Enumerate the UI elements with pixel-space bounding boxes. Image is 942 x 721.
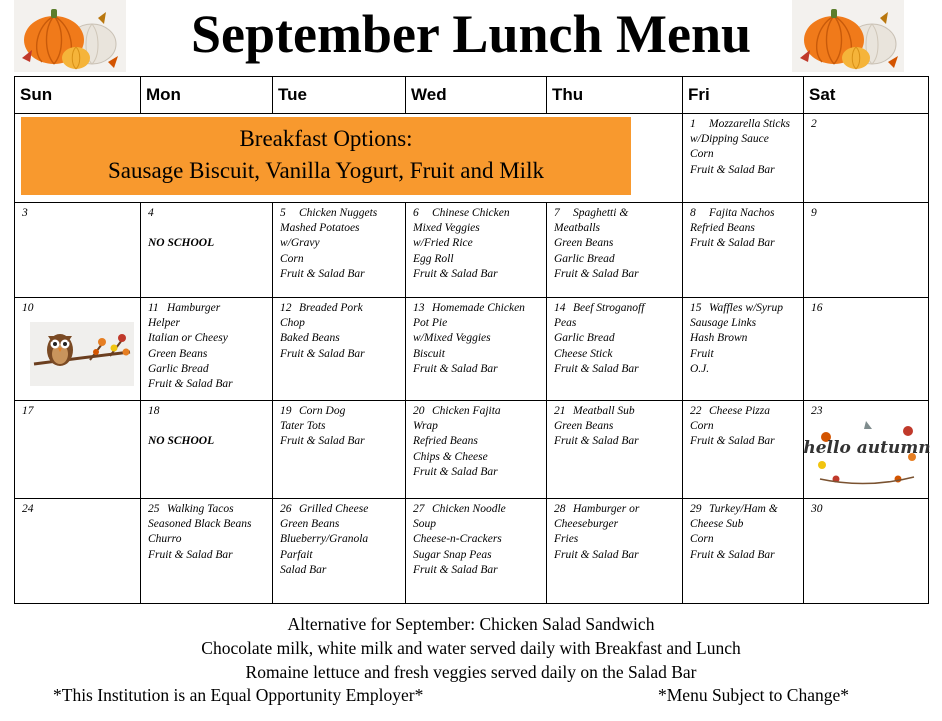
day-cell xyxy=(273,499,406,604)
day-number: 13 xyxy=(413,302,425,314)
menu-item: Corn xyxy=(690,420,714,433)
menu-item: Chicken Noodle xyxy=(432,503,506,515)
menu-item: Meatball Sub xyxy=(573,405,635,417)
menu-item: Waffles w/Syrup xyxy=(709,302,784,314)
breakfast-items: Sausage Biscuit, Vanilla Yogurt, Fruit and Milk xyxy=(108,158,544,183)
breakfast-cell xyxy=(15,114,683,203)
day-cell xyxy=(804,298,929,401)
menu-item: w/Fried Rice xyxy=(413,237,473,250)
menu-item: Cheese Sub xyxy=(690,518,744,531)
day-content xyxy=(683,401,803,450)
menu-item: w/Dipping Sauce xyxy=(690,133,769,146)
day-first-line xyxy=(148,404,268,419)
day-number: 19 xyxy=(280,405,292,417)
menu-item: Corn Dog xyxy=(299,405,346,417)
menu-item: Turkey/Ham & xyxy=(709,503,778,515)
day-cell xyxy=(683,499,804,604)
menu-item: Meatballs xyxy=(554,222,600,235)
weekday-header: Mon xyxy=(141,77,273,114)
day-first-line xyxy=(690,117,799,132)
day-content xyxy=(683,298,803,377)
day-cell xyxy=(406,499,547,604)
menu-item: Fruit & Salad Bar xyxy=(148,548,233,561)
page-title: September Lunch Menu xyxy=(190,4,752,64)
menu-item: Green Beans xyxy=(280,518,340,531)
day-number: 21 xyxy=(554,405,566,417)
weekday-header: Sun xyxy=(15,77,141,114)
day-number: 1 xyxy=(690,118,696,130)
weekday-header: Fri xyxy=(683,77,804,114)
menu-item: Refried Beans xyxy=(690,222,755,235)
day-first-line xyxy=(811,502,924,517)
day-cell xyxy=(804,114,929,203)
day-number: 16 xyxy=(811,302,823,314)
day-number: 18 xyxy=(148,405,160,417)
menu-item: Fruit & Salad Bar xyxy=(554,435,639,448)
day-number: 22 xyxy=(690,405,702,417)
day-content xyxy=(683,499,803,563)
day-cell xyxy=(141,401,273,499)
menu-item: Spaghetti & xyxy=(573,207,629,219)
week-row xyxy=(15,499,929,604)
weekday-header: Sat xyxy=(804,77,929,114)
day-cell xyxy=(547,203,683,298)
day-number: 12 xyxy=(280,302,292,314)
footer-equal-opportunity: *This Institution is an Equal Opportunity Employer* xyxy=(53,685,424,705)
menu-item: Fruit & Salad Bar xyxy=(554,267,639,280)
day-number: 30 xyxy=(811,503,823,515)
day-content xyxy=(15,401,140,419)
day-number: 5 xyxy=(280,207,286,219)
menu-item: Fruit & Salad Bar xyxy=(413,563,498,576)
pumpkin-icon xyxy=(792,0,904,72)
day-first-line xyxy=(413,301,542,316)
menu-item: Salad Bar xyxy=(280,563,327,576)
breakfast-banner xyxy=(21,117,631,195)
day-content xyxy=(804,499,928,517)
no-school-note: NO SCHOOL xyxy=(148,435,215,448)
day-first-line xyxy=(554,206,678,221)
menu-item: Fruit & Salad Bar xyxy=(690,163,775,176)
menu-item: Fruit & Salad Bar xyxy=(690,435,775,448)
day-cell xyxy=(141,298,273,401)
day-number: 20 xyxy=(413,405,425,417)
day-cell xyxy=(804,401,929,499)
day-first-line xyxy=(148,502,268,517)
day-first-line xyxy=(148,301,268,316)
day-content xyxy=(547,499,682,563)
weekday-header: Thu xyxy=(547,77,683,114)
day-number: 26 xyxy=(280,503,292,515)
day-cell xyxy=(683,114,804,203)
calendar-table xyxy=(14,76,929,604)
day-content xyxy=(141,203,272,252)
day-first-line xyxy=(554,404,678,419)
spacer xyxy=(148,419,268,434)
footer-salad: Romaine lettuce and fresh veggies served daily on the Salad Bar xyxy=(245,662,697,682)
day-content xyxy=(547,203,682,282)
menu-item: Cheese Pizza xyxy=(709,405,771,417)
menu-item: Green Beans xyxy=(554,420,614,433)
day-cell xyxy=(406,203,547,298)
day-content xyxy=(273,203,405,282)
day-cell xyxy=(804,499,929,604)
day-number: 25 xyxy=(148,503,160,515)
day-number: 3 xyxy=(22,207,28,219)
day-first-line xyxy=(690,206,799,221)
menu-item: Wrap xyxy=(413,420,438,433)
menu-item: Garlic Bread xyxy=(148,362,209,375)
day-content xyxy=(273,499,405,578)
menu-item: Soup xyxy=(413,518,436,531)
day-content xyxy=(683,203,803,252)
menu-item: Mixed Veggies xyxy=(413,222,480,235)
menu-item: Hash Brown xyxy=(690,332,748,345)
week-row xyxy=(15,114,929,203)
day-cell xyxy=(15,401,141,499)
owl-icon xyxy=(30,322,134,386)
day-cell xyxy=(15,203,141,298)
menu-item: Peas xyxy=(554,317,577,330)
menu-item: Seasoned Black Beans xyxy=(148,518,252,531)
no-school-note: NO SCHOOL xyxy=(148,237,215,250)
day-first-line xyxy=(413,502,542,517)
day-content xyxy=(15,298,140,316)
day-cell xyxy=(547,499,683,604)
day-first-line xyxy=(811,206,924,221)
day-content xyxy=(547,298,682,377)
day-content xyxy=(406,401,546,480)
day-number: 11 xyxy=(148,302,159,314)
day-cell xyxy=(273,203,406,298)
day-content xyxy=(406,298,546,377)
week-row xyxy=(15,203,929,298)
day-first-line xyxy=(811,117,924,132)
day-number: 10 xyxy=(22,302,34,314)
day-content xyxy=(406,203,546,282)
menu-item: Mashed Potatoes xyxy=(280,222,360,235)
day-number: 24 xyxy=(22,503,34,515)
menu-item: Italian or Cheesy xyxy=(148,332,228,345)
day-number: 29 xyxy=(690,503,702,515)
day-number: 23 xyxy=(811,405,823,417)
menu-item: Biscuit xyxy=(413,347,445,360)
menu-item: Fajita Nachos xyxy=(709,207,775,219)
day-cell xyxy=(683,401,804,499)
menu-item: Chicken Fajita xyxy=(432,405,501,417)
menu-item: Corn xyxy=(280,252,304,265)
day-content xyxy=(406,499,546,578)
footer-subject-to-change: *Menu Subject to Change* xyxy=(658,685,850,705)
menu-item: Refried Beans xyxy=(413,435,478,448)
menu-item: Fruit & Salad Bar xyxy=(280,347,365,360)
menu-item: Cheese Stick xyxy=(554,347,613,360)
day-first-line xyxy=(22,301,136,316)
menu-item: Parfait xyxy=(280,548,313,561)
day-cell xyxy=(547,298,683,401)
day-content xyxy=(141,298,272,392)
menu-item: Fruit & Salad Bar xyxy=(148,378,233,391)
menu-item: w/Mixed Veggies xyxy=(413,332,491,345)
menu-item: Green Beans xyxy=(554,237,614,250)
day-cell xyxy=(141,499,273,604)
menu-item: Fruit & Salad Bar xyxy=(280,267,365,280)
day-content xyxy=(273,298,405,362)
day-content xyxy=(547,401,682,450)
day-content xyxy=(273,401,405,450)
menu-item: Walking Tacos xyxy=(167,503,234,515)
day-content xyxy=(683,114,803,178)
day-first-line xyxy=(690,301,799,316)
menu-item: O.J. xyxy=(690,362,710,375)
menu-item: Egg Roll xyxy=(413,252,454,265)
menu-item: Fruit & Salad Bar xyxy=(554,548,639,561)
footer-alternative: Alternative for September: Chicken Salad Sandwich xyxy=(287,614,655,634)
day-number: 7 xyxy=(554,207,560,219)
menu-item: Chop xyxy=(280,317,305,330)
menu-item: Cheeseburger xyxy=(554,518,619,531)
menu-item: Hamburger or xyxy=(573,503,640,515)
day-cell xyxy=(15,499,141,604)
day-content xyxy=(804,203,928,221)
menu-item: Churro xyxy=(148,533,182,546)
day-cell xyxy=(273,401,406,499)
menu-item: Corn xyxy=(690,533,714,546)
menu-item: Fruit & Salad Bar xyxy=(690,237,775,250)
menu-item: Green Beans xyxy=(148,347,208,360)
day-first-line xyxy=(22,404,136,419)
day-number: 6 xyxy=(413,207,419,219)
menu-item: w/Gravy xyxy=(280,237,320,250)
day-content xyxy=(141,401,272,450)
hello-autumn-icon xyxy=(803,417,931,489)
day-cell xyxy=(683,298,804,401)
day-first-line xyxy=(280,206,401,221)
menu-item: Helper xyxy=(148,317,180,330)
menu-item: Garlic Bread xyxy=(554,252,615,265)
menu-item: Fruit & Salad Bar xyxy=(554,362,639,375)
day-first-line xyxy=(280,502,401,517)
hello-autumn-art-text: hello autumn xyxy=(803,438,931,459)
menu-item: Garlic Bread xyxy=(554,332,615,345)
menu-item: Pot Pie xyxy=(413,317,448,330)
spacer xyxy=(148,221,268,236)
day-cell xyxy=(273,298,406,401)
day-cell xyxy=(683,203,804,298)
day-cell xyxy=(547,401,683,499)
weekday-header: Tue xyxy=(273,77,406,114)
menu-item: Fruit & Salad Bar xyxy=(413,267,498,280)
menu-item: Fruit & Salad Bar xyxy=(413,465,498,478)
day-content xyxy=(15,203,140,221)
day-number: 8 xyxy=(690,207,696,219)
menu-item: Fruit & Salad Bar xyxy=(280,435,365,448)
menu-item: Chips & Cheese xyxy=(413,450,488,463)
day-number: 2 xyxy=(811,118,817,130)
day-number: 27 xyxy=(413,503,425,515)
day-number: 9 xyxy=(811,207,817,219)
menu-item: Sausage Links xyxy=(690,317,757,330)
week-row xyxy=(15,401,929,499)
menu-item: Corn xyxy=(690,148,714,161)
day-content xyxy=(141,499,272,563)
day-first-line xyxy=(148,206,268,221)
menu-item: Fruit & Salad Bar xyxy=(690,548,775,561)
day-first-line xyxy=(413,404,542,419)
menu-item: Sugar Snap Peas xyxy=(413,548,492,561)
day-first-line xyxy=(690,404,799,419)
week-row xyxy=(15,298,929,401)
day-first-line xyxy=(413,206,542,221)
day-number: 17 xyxy=(22,405,34,417)
menu-item: Chicken Nuggets xyxy=(299,207,378,219)
day-content xyxy=(804,114,928,132)
day-first-line xyxy=(22,502,136,517)
day-number: 15 xyxy=(690,302,702,314)
day-number: 4 xyxy=(148,207,154,219)
day-content xyxy=(804,298,928,316)
menu-item: Grilled Cheese xyxy=(299,503,369,515)
day-first-line xyxy=(811,301,924,316)
day-first-line xyxy=(554,301,678,316)
day-number: 14 xyxy=(554,302,566,314)
day-number: 28 xyxy=(554,503,566,515)
day-first-line xyxy=(280,301,401,316)
menu-item: Chinese Chicken xyxy=(432,207,510,219)
menu-item: Blueberry/Granola xyxy=(280,533,369,546)
day-first-line xyxy=(690,502,799,517)
menu-item: Homemade Chicken xyxy=(432,302,525,314)
footer-milk: Chocolate milk, white milk and water served daily with Breakfast and Lunch xyxy=(201,638,741,658)
day-first-line xyxy=(554,502,678,517)
menu-item: Baked Beans xyxy=(280,332,340,345)
menu-item: Beef Stroganoff xyxy=(573,302,645,314)
day-cell xyxy=(141,203,273,298)
day-first-line xyxy=(280,404,401,419)
day-first-line xyxy=(22,206,136,221)
menu-item: Fruit xyxy=(690,347,714,360)
day-cell xyxy=(406,401,547,499)
menu-item: Fries xyxy=(554,533,579,546)
day-content xyxy=(15,499,140,517)
menu-item: Breaded Pork xyxy=(299,302,363,314)
weekday-header-row xyxy=(15,77,929,114)
weekday-header: Wed xyxy=(406,77,547,114)
day-cell xyxy=(15,298,141,401)
day-cell xyxy=(804,203,929,298)
menu-item: Tater Tots xyxy=(280,420,326,433)
menu-item: Fruit & Salad Bar xyxy=(413,362,498,375)
breakfast-title: Breakfast Options: xyxy=(239,126,413,151)
day-cell xyxy=(406,298,547,401)
menu-item: Hamburger xyxy=(167,302,221,314)
menu-item: Mozzarella Sticks xyxy=(709,118,791,130)
menu-item: Cheese-n-Crackers xyxy=(413,533,502,546)
